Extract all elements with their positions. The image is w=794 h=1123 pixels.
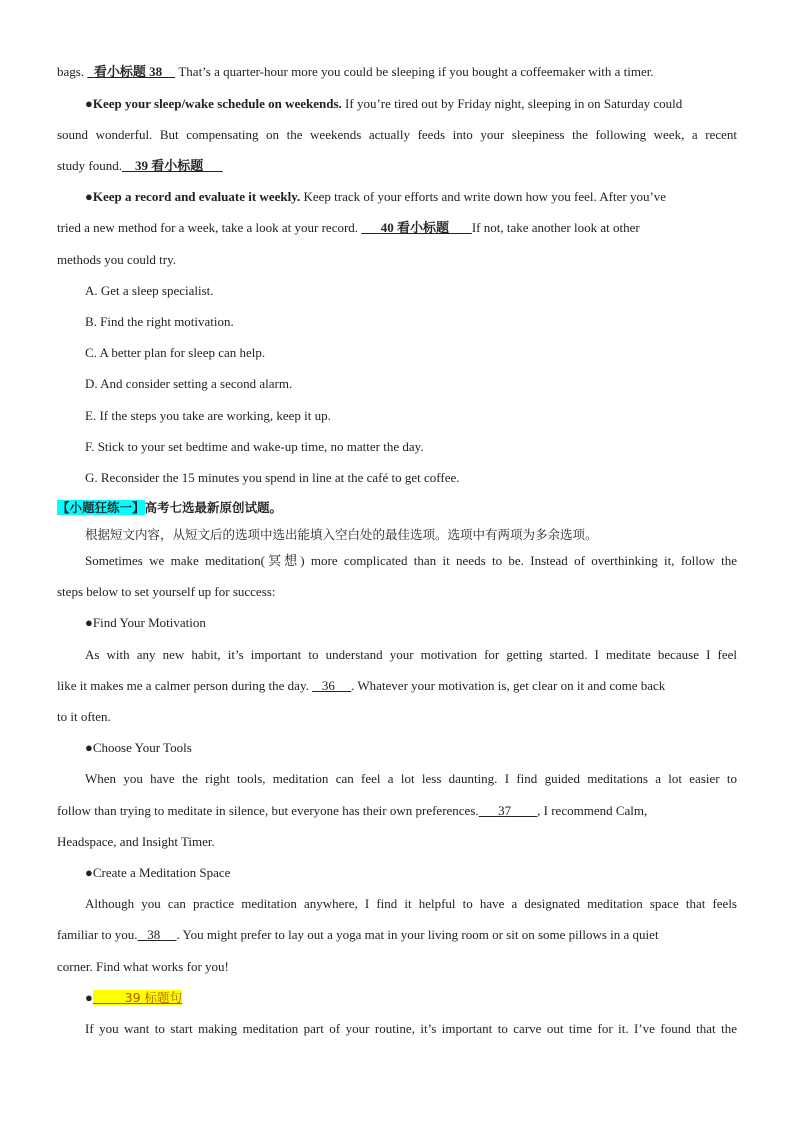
blank-39-heading: 39 标题句 <box>124 990 183 1005</box>
blank-40: 40 看小标题 <box>380 220 450 235</box>
paragraph-line <box>57 157 737 175</box>
paragraph-line: Although you can practice meditation anywhere, I find it helpful to have a designated meditation space that feels <box>85 896 737 911</box>
text: If not, take another look at other <box>471 220 640 235</box>
paragraph-line <box>57 219 737 237</box>
text: Keep track of your efforts and write down how you feel. After you’ve <box>303 189 667 204</box>
text: If you’re tired out by Friday night, sleeping in on Saturday could <box>345 96 683 111</box>
option-g: G. Reconsider the 15 minutes you spend in line at the café to get coffee. <box>85 470 460 485</box>
paragraph-line: Headspace, and Insight Timer. <box>57 834 215 849</box>
option-f: F. Stick to your set bedtime and wake-up time, no matter the day. <box>85 439 424 454</box>
paragraph-line: If you want to start making meditation part of your routine, it’s important to carve out time for it. I’ve found that the <box>85 1021 737 1036</box>
bullet: ● <box>85 990 93 1005</box>
bullet-heading: Keep a record and evaluate it weekly. <box>92 189 301 204</box>
text: . You might prefer to lay out a yoga mat in your living room or sit on some pillows in a quiet <box>176 927 659 942</box>
option-a: A. Get a sleep specialist. <box>85 283 214 298</box>
text: like it makes me a calmer person during the day. <box>57 678 309 693</box>
paragraph-line <box>57 63 737 81</box>
subheading: ●Create a Meditation Space <box>85 865 231 880</box>
paragraph-line: ●Keep your sleep/wake schedule on weekends. If you’re tired out by Friday night, sleeping in on Saturday could <box>85 96 683 111</box>
paragraph-line: corner. Find what works for you! <box>57 959 229 974</box>
text: . Whatever your motivation is, get clear on it and come back <box>351 678 666 693</box>
paragraph-line: ●Keep a record and evaluate it weekly. Keep track of your efforts and write down how you feel. After you’ve <box>85 189 667 204</box>
section-title: 高考七选最新原创试题。 <box>144 500 283 515</box>
option-e: E. If the steps you take are working, keep it up. <box>85 408 331 423</box>
paragraph-line: sound wonderful. But compensating on the weekends actually feeds into your sleepiness the following week, a recent <box>57 127 737 142</box>
paragraph-line: Sometimes we make meditation(冥想) more complicated than it needs to be. Instead of overthinking it, follow the <box>85 553 737 568</box>
paragraph-line: methods you could try. <box>57 252 177 267</box>
text: That’s a quarter-hour more you could be sleeping if you bought a coffeemaker with a timer. <box>178 64 654 79</box>
text: tried a new method for a week, take a look at your record. <box>57 220 359 235</box>
blank-38: 38 <box>147 927 161 942</box>
text: bags. <box>57 64 85 79</box>
option-d: D. And consider setting a second alarm. <box>85 376 293 391</box>
blank-36: 36 <box>321 678 335 693</box>
paragraph-line <box>57 677 737 695</box>
option-c: C. A better plan for sleep can help. <box>85 345 266 360</box>
blank-39: 39 看小标题 <box>135 158 204 173</box>
paragraph-line: steps below to set yourself up for success: <box>57 584 276 599</box>
text: follow than trying to meditate in silence, but everyone has their own preferences. <box>57 803 479 818</box>
text: familiar to you. <box>57 927 138 942</box>
paragraph-line: As with any new habit, it’s important to understand your motivation for getting started. I meditate because I feel <box>85 647 737 662</box>
option-b: B. Find the right motivation. <box>85 314 234 329</box>
section-badge: 【小题狂练一】 <box>57 500 145 515</box>
paragraph-line <box>57 802 737 820</box>
blank-37: 37 <box>498 803 512 818</box>
text: study found. <box>57 158 122 173</box>
instruction: 根据短文内容，从短文后的选项中选出能填入空白处的最佳选项。选项中有两项为多余选项。 <box>85 527 598 542</box>
subheading: ●Find Your Motivation <box>85 615 206 630</box>
subheading <box>85 989 737 1007</box>
blank-38: 看小标题 38 <box>93 64 163 79</box>
subheading: ●Choose Your Tools <box>85 740 192 755</box>
paragraph-line: to it often. <box>57 709 111 724</box>
paragraph-line <box>57 926 737 944</box>
bullet-heading: Keep your sleep/wake schedule on weekends. <box>92 96 342 111</box>
paragraph-line: When you have the right tools, meditation can feel a lot less daunting. I find guided meditations a lot easier to <box>85 771 737 786</box>
text: , I recommend Calm, <box>537 803 648 818</box>
section-heading <box>57 499 737 517</box>
